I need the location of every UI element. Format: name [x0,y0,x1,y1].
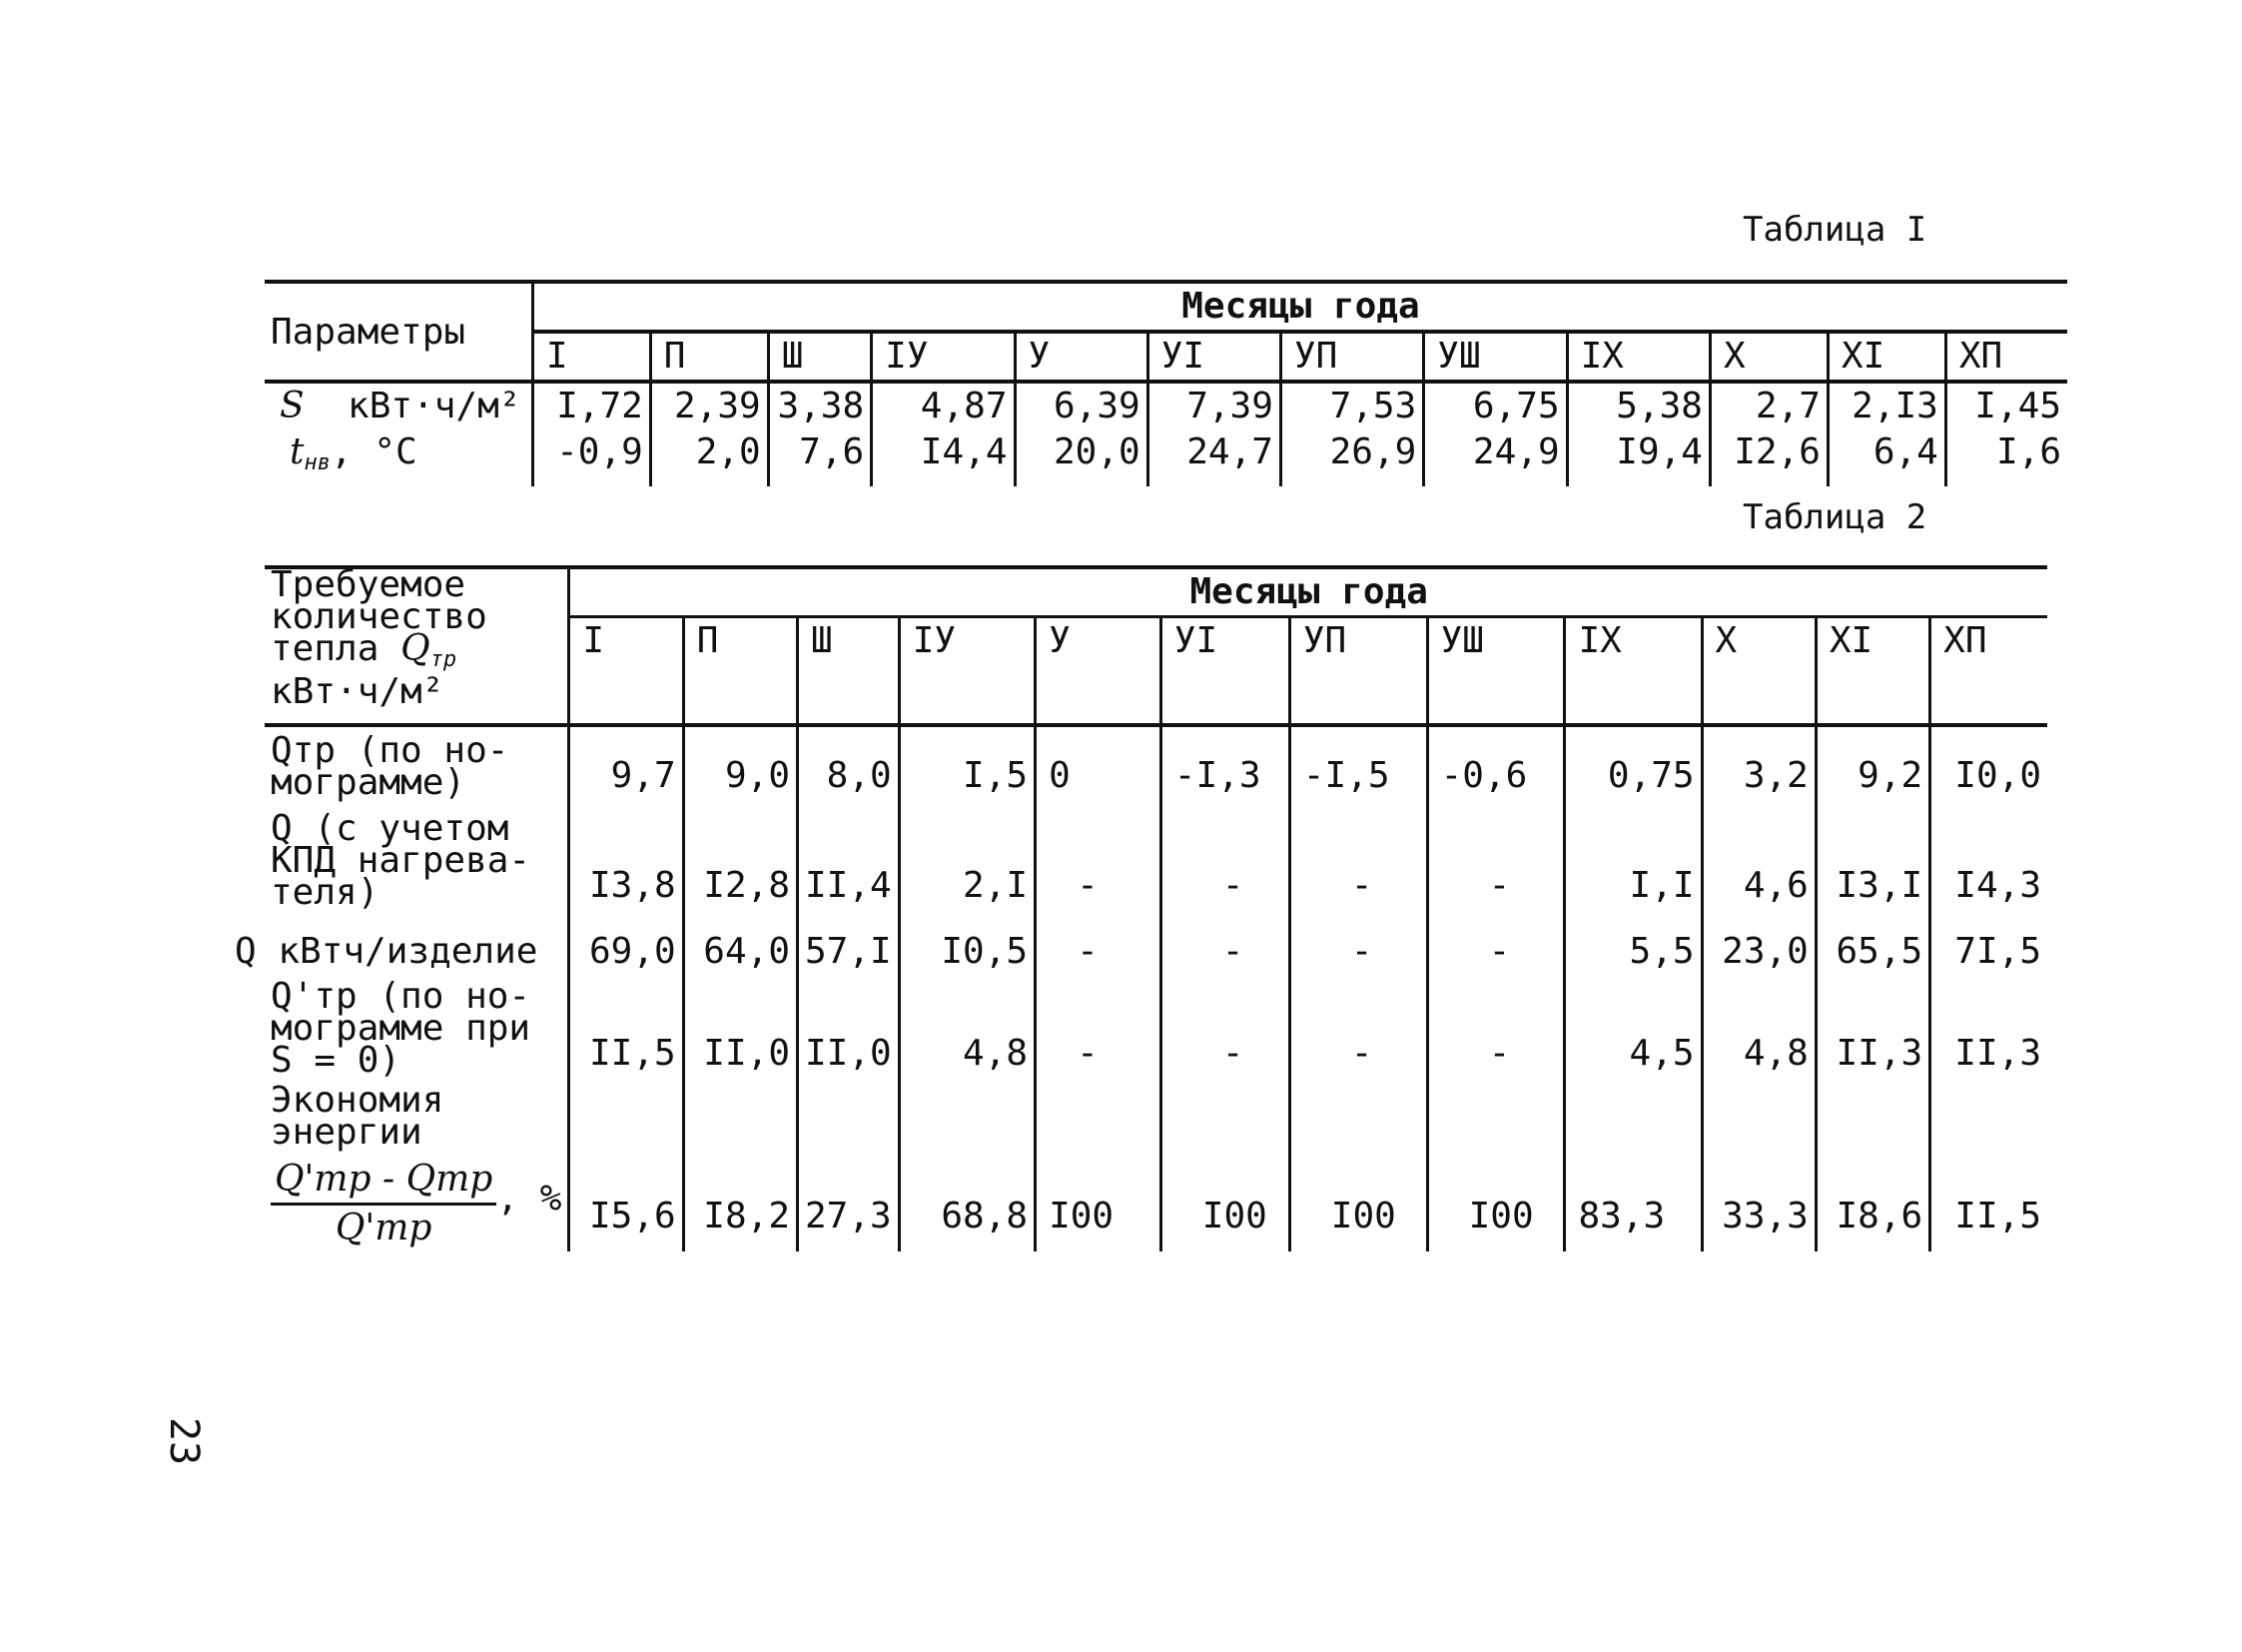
table1-month: П [650,332,768,382]
table2-month: XI [1816,617,1929,725]
table2-month: У [1036,617,1161,725]
table1-month: XП [1945,332,2067,382]
table2-cell: I00 [1036,1077,1161,1251]
table2-row [265,1077,2047,1251]
table2-month: УШ [1427,617,1565,725]
table2-cell: 4,6 [1702,799,1816,909]
table2-row [265,909,2047,975]
table2-caption: Таблица 2 [1743,497,1927,537]
table2-months-header: Месяцы года [569,567,2047,617]
table1-month: УП [1280,332,1423,382]
table1-cell: I,6 [1945,429,2067,486]
table1-month: IУ [872,332,1015,382]
table2-cell: I0,0 [1930,725,2047,799]
table1-row-t [265,429,2067,486]
table2-month: I [569,617,683,725]
table2-cell: 3,2 [1702,725,1816,799]
table2-cell: I,I [1565,799,1702,909]
table2-month: УП [1289,617,1427,725]
table2-cell: 9,7 [569,725,683,799]
table1-cell: I,72 [532,382,650,429]
table2-cell: - [1289,975,1427,1077]
table2-row-label: Экономия энергии $\frac{\text{Q'тр - Qтр}}{Q'тр}$ , % [265,1077,569,1251]
table2-cell: I5,6 [569,1077,683,1251]
table2-cell: -0,6 [1427,725,1565,799]
table1-cell: 26,9 [1280,429,1423,486]
table1-cell: 2,0 [650,429,768,486]
table2-cell: 69,0 [569,909,683,975]
table1-cell: I9,4 [1567,429,1710,486]
table2-cell: 2,I [899,799,1035,909]
table2-cell: -I,3 [1160,725,1289,799]
table2-cell: I00 [1160,1077,1289,1251]
table2-row-label: Q кВтч/изделие [235,930,538,972]
table2-cell: I00 [1427,1077,1565,1251]
table2-cell: 33,3 [1702,1077,1816,1251]
table1-cell: I,45 [1945,382,2067,429]
table2-cell: 0 [1036,725,1161,799]
table2-cell: 64,0 [683,909,797,975]
table2-cell: I8,6 [1816,1077,1929,1251]
table1-row-label: S кВт·ч/м² [280,386,521,426]
table2-cell: II,4 [798,799,900,909]
table2-param-header: Требуемое количество тепла $Q_{тр}$ кВт·ч/м² [265,567,569,725]
table2-cell: - [1160,909,1289,975]
table1-month: XI [1828,332,1945,382]
table1-month: X [1710,332,1828,382]
table1-cell: I2,6 [1710,429,1828,486]
table2-cell: - [1036,799,1161,909]
table2-cell: I8,2 [683,1077,797,1251]
table2-cell: 4,5 [1565,975,1702,1077]
table2-cell: - [1427,799,1565,909]
table2-month: IX [1565,617,1702,725]
table2-cell: 68,8 [899,1077,1035,1251]
table1-cell: 3,38 [768,382,871,429]
table1-month: УI [1147,332,1280,382]
table1-cell: 6,4 [1828,429,1945,486]
table2-row [265,975,2047,1077]
table2 [235,564,2047,1251]
table1-cell: 7,39 [1147,382,1280,429]
table2-cell: 5,5 [1565,909,1702,975]
table2-cell: II,3 [1816,975,1929,1077]
table2-cell: 4,8 [899,975,1035,1077]
table1-cell: 2,I3 [1828,382,1945,429]
table2-cell: -I,5 [1289,725,1427,799]
table1-param-header: Параметры [271,312,466,353]
table1-month: Ш [768,332,871,382]
table1-cell: 24,9 [1424,429,1567,486]
table2-cell: 7I,5 [1930,909,2047,975]
table2-cell: 65,5 [1816,909,1929,975]
table2-cell: I4,3 [1930,799,2047,909]
table2-cell: - [1289,909,1427,975]
table2-cell: 0,75 [1565,725,1702,799]
table1-month: УШ [1424,332,1567,382]
table2-cell: I0,5 [899,909,1035,975]
table2-cell: 9,0 [683,725,797,799]
table1-cell: 4,87 [872,382,1015,429]
table2-row-label: Q (с учетом КПД нагрева- теля) [271,807,531,913]
table2-cell: I3,8 [569,799,683,909]
table2-month: XП [1930,617,2047,725]
table2-cell: I2,8 [683,799,797,909]
page-number: 23 [161,1416,208,1466]
table2-cell: 9,2 [1816,725,1929,799]
table2-cell: I00 [1289,1077,1427,1251]
table2-row [265,799,2047,909]
table2-month: IУ [899,617,1035,725]
table1 [265,280,2067,486]
table2-cell: - [1036,975,1161,1077]
table2-cell: 57,I [798,909,900,975]
table2-cell: - [1427,975,1565,1077]
table2-cell: II,3 [1930,975,2047,1077]
table2-row-label: Qтр (по но- мограмме) [271,729,509,803]
table2-row [265,725,2047,799]
table2-cell: - [1289,799,1427,909]
table2-cell: 4,8 [1702,975,1816,1077]
table2-cell: - [1160,799,1289,909]
economy-formula: $\frac{\text{Q'тр - Qтр}}{Q'тр}$ [271,1157,496,1251]
table1-cell: 6,75 [1424,382,1567,429]
table2-cell: - [1427,909,1565,975]
table2-month: X [1702,617,1816,725]
table2-cell: II,0 [683,975,797,1077]
table1-cell: 20,0 [1015,429,1147,486]
table2-cell: 27,3 [798,1077,900,1251]
table1-month: У [1015,332,1147,382]
table2-cell: I3,I [1816,799,1929,909]
table1-cell: 7,53 [1280,382,1423,429]
table2-cell: II,5 [569,975,683,1077]
table1-month: IX [1567,332,1710,382]
table2-cell: - [1160,975,1289,1077]
table2-row-label: Q'тр (по но- мограмме при S = 0) [271,975,531,1081]
table1-cell: 2,39 [650,382,768,429]
table2-cell: I,5 [899,725,1035,799]
table1-cell: 24,7 [1147,429,1280,486]
table2-cell: 83,3 [1565,1077,1702,1251]
table1-cell: -0,9 [532,429,650,486]
table1-cell: 5,38 [1567,382,1710,429]
table2-cell: - [1036,909,1161,975]
table1-row-label: $t_{нв}$, °C [290,431,417,475]
table2-month: П [683,617,797,725]
table2-cell: II,0 [798,975,900,1077]
table2-month: Ш [798,617,900,725]
table1-caption: Таблица I [1743,210,1927,250]
table1-cell: I4,4 [872,429,1015,486]
table2-cell: 23,0 [1702,909,1816,975]
table1-months-header: Месяцы года [532,282,2067,332]
table1-cell: 6,39 [1015,382,1147,429]
table1-month: I [532,332,650,382]
table2-cell: 8,0 [798,725,900,799]
table1-cell: 2,7 [1710,382,1828,429]
table2-cell: II,5 [1930,1077,2047,1251]
table1-cell: 7,6 [768,429,871,486]
table1-row-s [265,382,2067,429]
table2-month: УI [1160,617,1289,725]
